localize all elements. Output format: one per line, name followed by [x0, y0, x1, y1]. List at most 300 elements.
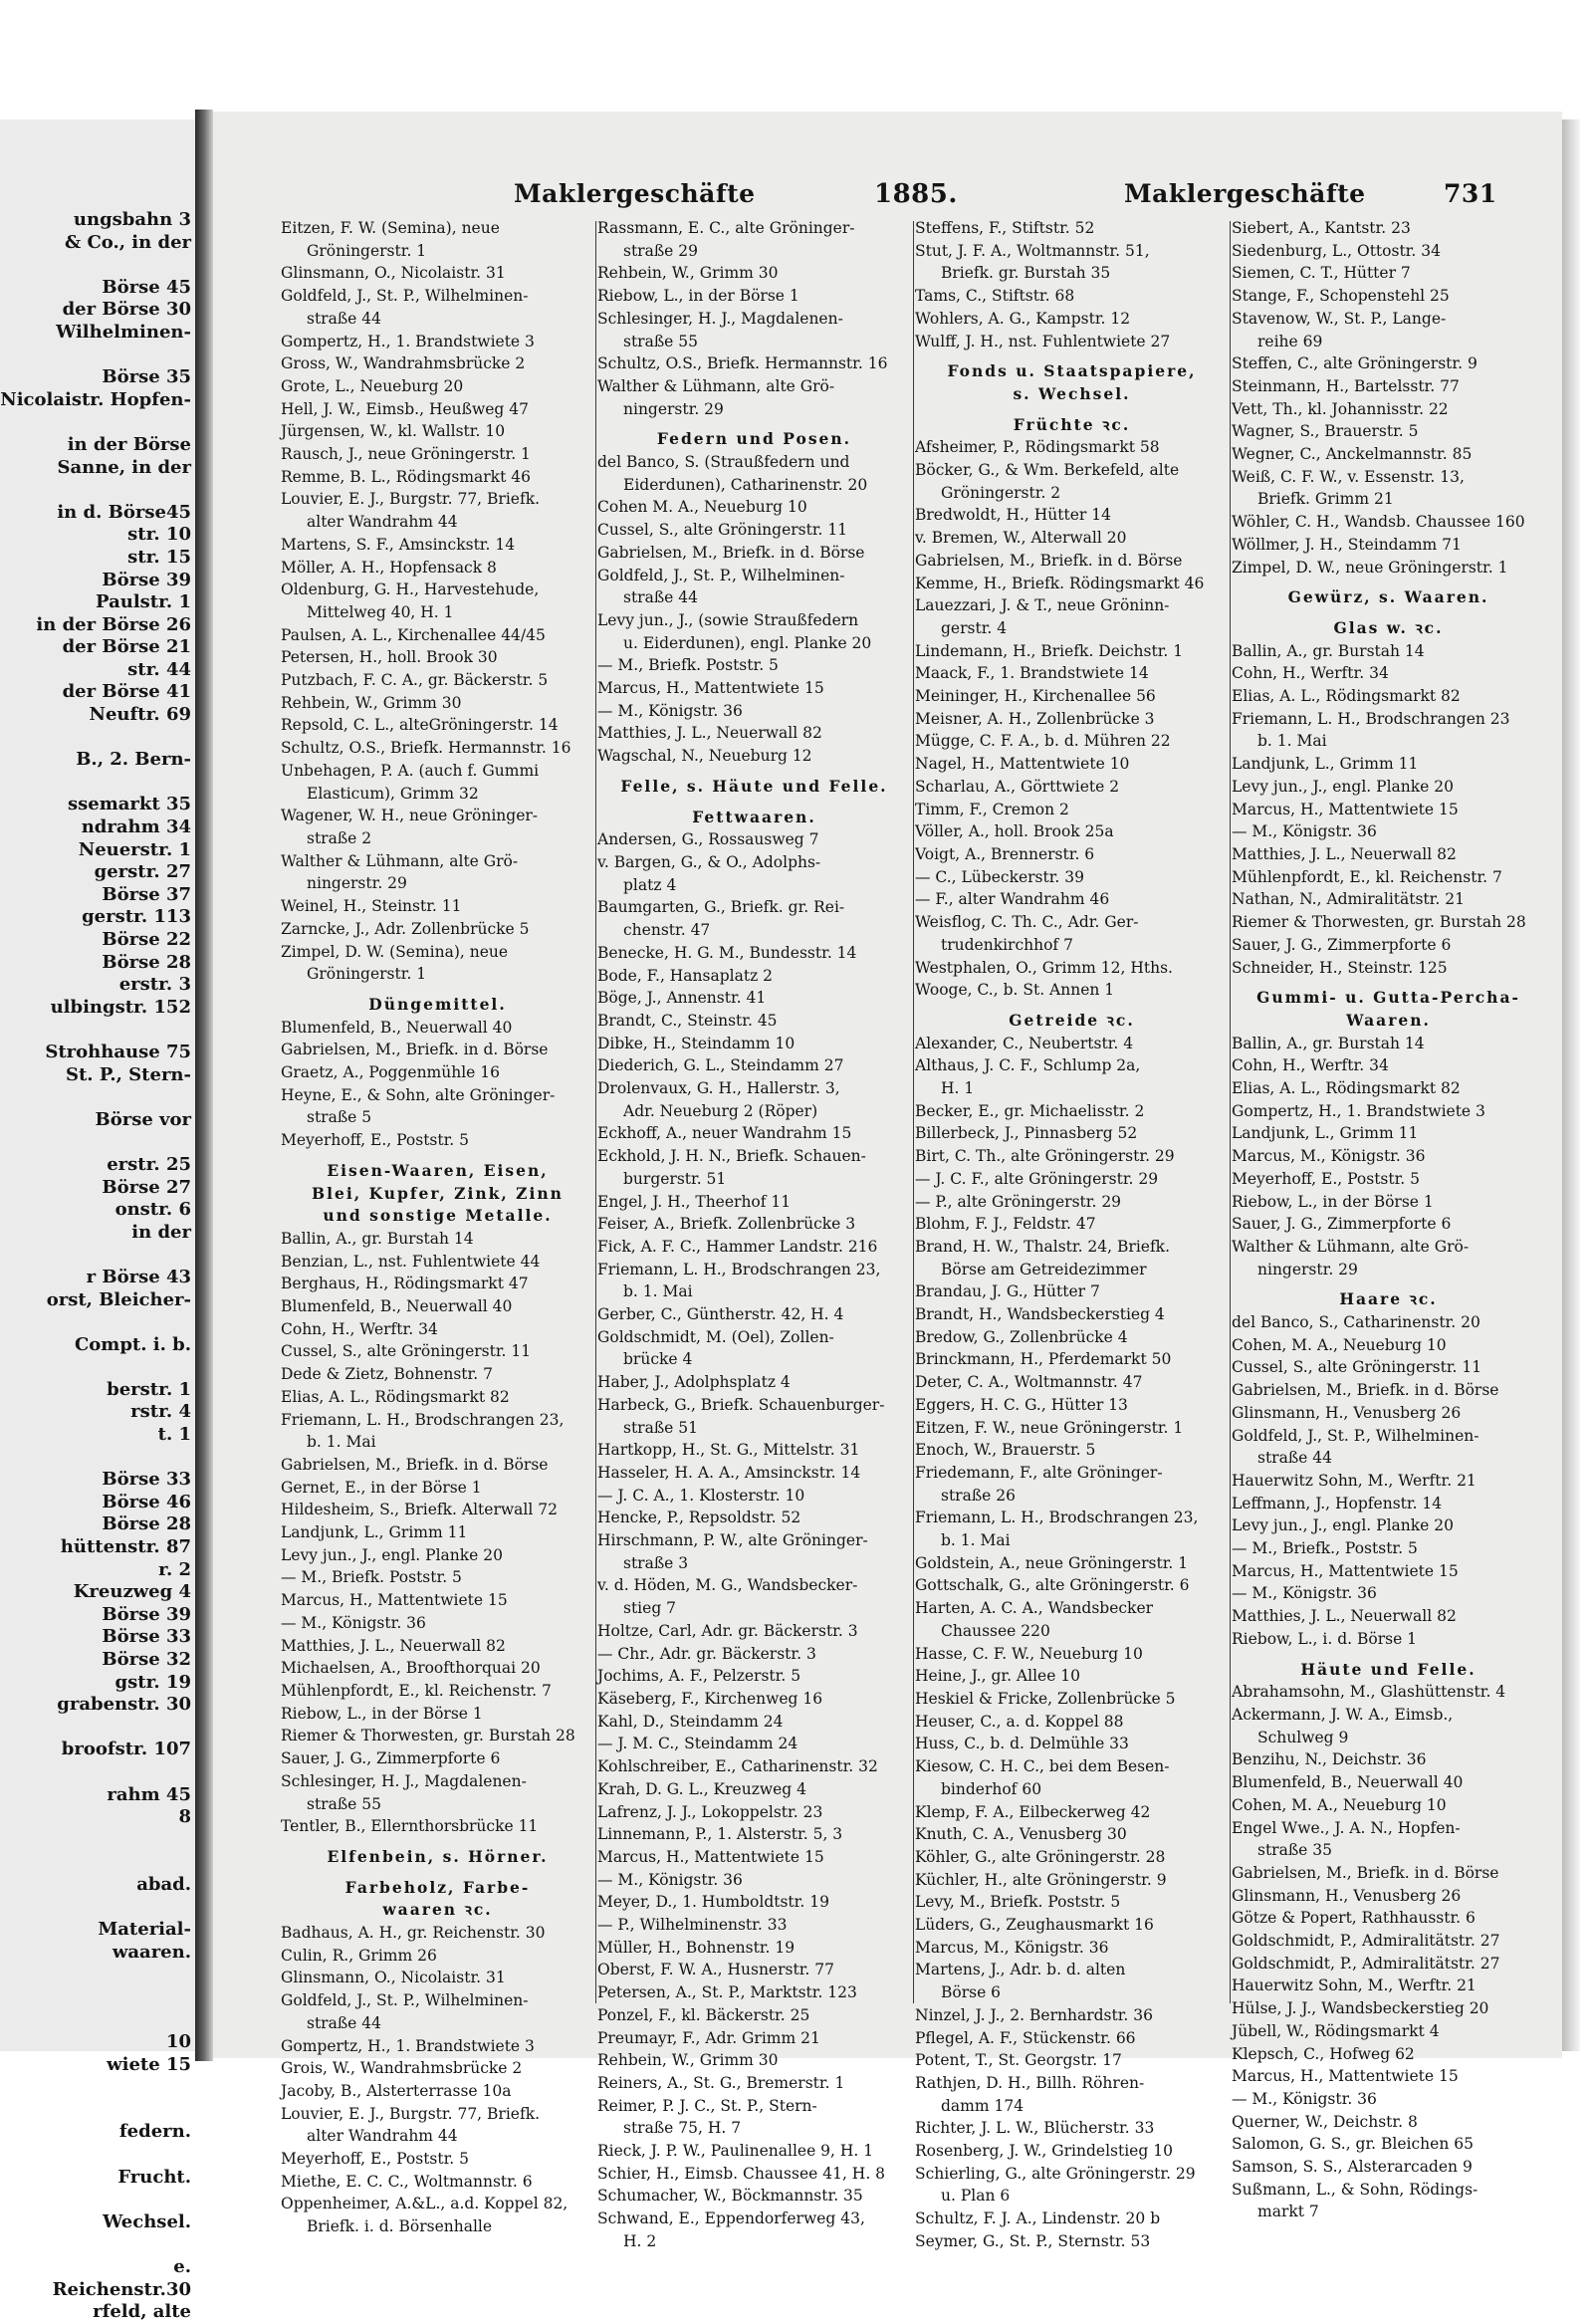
left-page-line: gerstr. 113 — [82, 906, 191, 928]
directory-entry: Mittelweg 40, H. 1 — [307, 602, 454, 621]
directory-entry: Weinel, H., Steinstr. 11 — [281, 897, 462, 916]
left-page-line: gerstr. 27 — [94, 861, 191, 883]
section-heading: Haare ꝛc. — [1339, 1289, 1438, 1309]
section-heading: Gummi- u. Gutta-Percha- — [1256, 988, 1520, 1008]
directory-entry: Levy jun., J., (sowie Straußfedern — [597, 610, 859, 629]
directory-entry: Samson, S. S., Alsterarcaden 9 — [1232, 2158, 1473, 2177]
left-page-line — [0, 254, 195, 277]
directory-entry: Gompertz, H., 1. Brandstwiete 3 — [1232, 1101, 1485, 1120]
directory-entry: Hülse, J. J., Wandsbeckerstieg 20 — [1232, 1999, 1489, 2018]
column-rule — [595, 221, 596, 2003]
directory-entry: Voigt, A., Brennerstr. 6 — [915, 844, 1095, 863]
left-page-line: hüttenstr. 87 — [60, 1536, 191, 1558]
directory-entry: Wöhler, C. H., Wandsb. Chaussee 160 — [1232, 513, 1525, 532]
left-page-line — [0, 2189, 195, 2211]
directory-entry: Michaelsen, A., Broofthorquai 20 — [281, 1659, 541, 1678]
directory-entry: Maack, F., 1. Brandstwiete 14 — [915, 664, 1149, 683]
directory-entry: Gabrielsen, M., Briefk. in d. Börse — [281, 1041, 549, 1059]
left-page-line: in d. Börse45 — [57, 501, 191, 523]
directory-entry: Steffen, C., alte Gröningerstr. 9 — [1232, 354, 1478, 373]
column-rule — [1230, 221, 1231, 2003]
spacer — [1232, 1280, 1545, 1288]
directory-entry: Martens, J., Adr. b. d. alten — [915, 1961, 1126, 1979]
directory-entry: Käseberg, F., Kirchenweg 16 — [597, 1690, 823, 1708]
left-page-line: rahm 45 — [107, 1783, 191, 1805]
directory-entry: Wagener, W. H., neue Gröninger- — [281, 807, 539, 825]
directory-entry: trudenkirchhof 7 — [941, 935, 1073, 954]
directory-entry: Briefk. gr. Burstah 35 — [941, 264, 1111, 283]
directory-entry: Landjunk, L., Grimm 11 — [1232, 755, 1419, 774]
left-page-line: e. — [173, 2256, 191, 2278]
left-page-line — [0, 1761, 195, 1784]
directory-entry: Gompertz, H., 1. Brandstwiete 3 — [281, 332, 535, 350]
directory-entry: Eckhoff, A., neuer Wandrahm 15 — [597, 1124, 852, 1143]
directory-entry: v. Bargen, G., & O., Adolphs- — [597, 852, 821, 871]
left-page-line: der Börse 41 — [62, 681, 191, 703]
left-page-line: ssemarkt 35 — [67, 794, 191, 815]
left-page-line: Börse 28 — [102, 951, 191, 973]
directory-entry: Cohen, M. A., Neueburg 10 — [1232, 1795, 1447, 1814]
directory-entry: Mügge, C. F. A., b. d. Mühren 22 — [915, 732, 1171, 751]
left-page-line: erstr. 3 — [118, 974, 191, 996]
directory-entry: straße 75, H. 7 — [623, 2119, 742, 2138]
directory-entry: Oppenheimer, A.&L., a.d. Koppel 82, — [281, 2195, 569, 2213]
directory-entry: Leffmann, J., Hopfenstr. 14 — [1232, 1494, 1443, 1512]
section-heading: Getreide ꝛc. — [1009, 1010, 1135, 1030]
directory-entry: Fick, A. F. C., Hammer Landstr. 216 — [597, 1237, 878, 1256]
directory-entry: Schlesinger, H. J., Magdalenen- — [597, 309, 843, 328]
directory-entry: Matthies, J. L., Neuerwall 82 — [281, 1636, 506, 1655]
left-page-line: str. 44 — [127, 658, 191, 680]
directory-entry: Seymer, G., St. P., Sternstr. 53 — [915, 2231, 1151, 2250]
directory-entry: Harbeck, G., Briefk. Schauenburger- — [597, 1395, 885, 1414]
directory-entry: ningerstr. 29 — [307, 874, 407, 893]
directory-entry: Eggers, H. C. G., Hütter 13 — [915, 1395, 1128, 1414]
directory-entry: Benzian, L., nst. Fuhlentwiete 44 — [281, 1252, 541, 1271]
directory-entry: Friemann, L. H., Brodschrangen 23, — [915, 1509, 1199, 1527]
directory-entry: Wagner, S., Brauerstr. 5 — [1232, 422, 1419, 441]
left-page-line — [0, 2099, 195, 2122]
directory-entry: Friemann, L. H., Brodschrangen 23, — [281, 1410, 565, 1429]
directory-entry: straße 35 — [1257, 1841, 1333, 1860]
directory-entry: Matthies, J. L., Neuerwall 82 — [597, 724, 822, 743]
directory-entry: reihe 69 — [1257, 332, 1323, 350]
left-page-line: Börse 37 — [102, 883, 191, 905]
directory-entry: Hasse, C. F. W., Neueburg 10 — [915, 1644, 1143, 1663]
directory-entry: Pflegel, A. F., Stückenstr. 66 — [915, 2028, 1136, 2047]
left-page-line: Börse 39 — [102, 569, 191, 590]
section-heading: Düngemittel. — [368, 994, 507, 1014]
spacer — [281, 986, 594, 994]
directory-entry: Schwand, E., Eppendorferweg 43, — [597, 2209, 865, 2228]
directory-entry: — M., Königstr. 36 — [1232, 1584, 1377, 1603]
directory-entry: Schumacher, W., Böckmannstr. 35 — [597, 2187, 863, 2206]
directory-entry: Hartkopp, H., St. G., Mittelstr. 31 — [597, 1441, 860, 1460]
left-page-line: broofstr. 107 — [61, 1739, 191, 1760]
directory-entry: Goldfeld, J., St. P., Wilhelminen- — [281, 1991, 529, 2010]
directory-entry: Müller, H., Bohnenstr. 19 — [597, 1938, 796, 1957]
left-page-line — [0, 1244, 195, 1267]
directory-entry: Eitzen, F. W. (Semina), neue — [281, 219, 500, 237]
directory-entry: markt 7 — [1257, 2203, 1319, 2221]
section-heading: Eisen-Waaren, Eisen, — [327, 1160, 549, 1180]
directory-entry: Mühlenpfordt, E., kl. Reichenstr. 7 — [281, 1682, 552, 1700]
directory-entry: Elias, A. L., Rödingsmarkt 82 — [1232, 687, 1461, 706]
directory-entry: Rassmann, E. C., alte Gröninger- — [597, 219, 855, 237]
directory-entry: Cohn, H., Werftr. 34 — [1232, 1056, 1389, 1075]
directory-entry: ningerstr. 29 — [623, 399, 724, 418]
column-rule — [913, 221, 914, 2003]
directory-entry: Gröningerstr. 2 — [941, 483, 1061, 502]
directory-entry: binderhof 60 — [941, 1779, 1042, 1798]
left-page-line: Börse 22 — [102, 929, 191, 950]
directory-entry: Birt, C. Th., alte Gröningerstr. 29 — [915, 1147, 1175, 1166]
left-page-line: waaren. — [112, 1941, 191, 1963]
directory-entry: Martens, S. F., Amsinckstr. 14 — [281, 535, 516, 554]
directory-entry: Börse am Getreidezimmer — [941, 1260, 1147, 1278]
directory-entry: Heyne, E., & Sohn, alte Gröninger- — [281, 1085, 556, 1104]
directory-entry: Gröningerstr. 1 — [307, 965, 427, 984]
directory-entry: straße 26 — [941, 1486, 1017, 1505]
directory-entry: Tentler, B., Ellernthorsbrücke 11 — [281, 1817, 539, 1836]
directory-entry: Lauezzari, J. & T., neue Gröninn- — [915, 596, 1170, 615]
directory-entry: straße 44 — [623, 588, 699, 607]
section-heading: Fonds u. Staatspapiere, — [947, 361, 1197, 381]
directory-entry: Alexander, C., Neubertstr. 4 — [915, 1034, 1134, 1052]
directory-entry: straße 44 — [1257, 1449, 1333, 1468]
directory-entry: Schultz, F. J. A., Lindenstr. 20 b — [915, 2209, 1161, 2228]
directory-entry: Brandt, H., Wandsbeckerstieg 4 — [915, 1305, 1165, 1324]
left-page-line: Wechsel. — [103, 2210, 191, 2232]
directory-entry: Engel Wwe., J. A. N., Hopfen- — [1232, 1818, 1461, 1837]
directory-entry: Schultz, O.S., Briefk. Hermannstr. 16 — [597, 354, 888, 373]
directory-entry: Althaus, J. C. F., Schlump 2a, — [915, 1056, 1141, 1075]
directory-entry: Götze & Popert, Rathhausstr. 6 — [1232, 1909, 1476, 1928]
directory-entry: Meyerhoff, E., Poststr. 5 — [1232, 1169, 1421, 1188]
directory-entry: Marcus, M., Königstr. 36 — [1232, 1147, 1426, 1166]
directory-entry: Mühlenpfordt, E., kl. Reichenstr. 7 — [1232, 867, 1502, 886]
left-page-line — [0, 479, 195, 502]
left-page-line: Reichenstr.30 — [52, 2278, 191, 2300]
directory-entry: Bredow, G., Zollenbrücke 4 — [915, 1327, 1128, 1346]
left-page-line — [0, 345, 195, 367]
directory-entry: Elasticum), Grimm 32 — [307, 784, 479, 803]
directory-entry: chenstr. 47 — [623, 921, 711, 940]
directory-entry: Marcus, H., Mattentwiete 15 — [1232, 800, 1459, 818]
section-heading: s. Wechsel. — [1013, 383, 1131, 403]
directory-entry: Afsheimer, P., Rödingsmarkt 58 — [915, 438, 1160, 457]
spacer — [915, 406, 1229, 414]
section-heading: Blei, Kupfer, Zink, Zinn — [312, 1183, 564, 1203]
directory-entry: Börse 6 — [941, 1983, 1002, 2002]
directory-entry: Riebow, L., in der Börse 1 — [597, 287, 799, 306]
directory-entry: Knuth, C. A., Venusberg 30 — [915, 1825, 1127, 1844]
directory-entry: Wooge, C., b. St. Annen 1 — [915, 981, 1115, 1000]
directory-entry: Brand, H. W., Thalstr. 24, Briefk. — [915, 1237, 1170, 1256]
directory-entry: Goldfeld, J., St. P., Wilhelminen- — [597, 566, 845, 584]
directory-entry: Elias, A. L., Rödingsmarkt 82 — [1232, 1079, 1461, 1098]
directory-entry: Gabrielsen, M., Briefk. in d. Börse — [281, 1455, 549, 1474]
directory-entry: Jacoby, B., Alsterterrasse 10a — [281, 2081, 512, 2100]
directory-entry: Dede & Zietz, Bohnenstr. 7 — [281, 1365, 493, 1384]
left-page-line — [0, 2009, 195, 2032]
directory-entry: Unbehagen, P. A. (auch f. Gummi — [281, 761, 540, 780]
directory-entry: Blumenfeld, B., Neuerwall 40 — [1232, 1773, 1464, 1792]
directory-entry: Landjunk, L., Grimm 11 — [281, 1523, 468, 1542]
directory-entry: Ackermann, J. W. A., Eimsb., — [1232, 1706, 1454, 1724]
left-page-line — [0, 1131, 195, 1154]
directory-entry: Linnemann, P., 1. Alsterstr. 5, 3 — [597, 1825, 843, 1844]
directory-entry: Cussel, S., alte Gröningerstr. 11 — [1232, 1358, 1482, 1377]
left-page-line: Börse 39 — [102, 1603, 191, 1625]
directory-entry: Marcus, H., Mattentwiete 15 — [1232, 1561, 1459, 1580]
left-page-line: Börse 27 — [102, 1176, 191, 1198]
directory-entry: Levy jun., J., engl. Planke 20 — [1232, 1516, 1454, 1535]
directory-entry: Meininger, H., Kirchenallee 56 — [915, 687, 1156, 706]
directory-entry: Rieck, J. P. W., Paulinenallee 9, H. 1 — [597, 2142, 874, 2161]
directory-entry: Gabrielsen, M., Briefk. in d. Börse — [915, 551, 1183, 570]
directory-entry: Schultz, O.S., Briefk. Hermannstr. 16 — [281, 739, 571, 758]
directory-entry: alter Wandrahm 44 — [307, 513, 458, 532]
directory-entry: — M., Königstr. 36 — [1232, 2089, 1377, 2108]
left-page-line — [0, 2233, 195, 2256]
directory-entry: straße 55 — [623, 332, 699, 350]
left-page-line: r. 2 — [158, 1558, 191, 1580]
directory-entry: Steffens, F., Stiftstr. 52 — [915, 219, 1095, 237]
directory-entry: Hencke, P., Repsoldstr. 52 — [597, 1509, 801, 1527]
directory-entry: v. Bremen, W., Alterwall 20 — [915, 529, 1127, 548]
directory-entry: Schlesinger, H. J., Magdalenen- — [281, 1771, 527, 1790]
spacer — [915, 352, 1229, 360]
directory-entry: Landjunk, L., Grimm 11 — [1232, 1124, 1419, 1143]
directory-entry: Lüders, G., Zeughausmarkt 16 — [915, 1916, 1154, 1935]
left-page-line: & Co., in der — [64, 231, 191, 253]
directory-entry: Siemen, C. T., Hütter 7 — [1232, 264, 1411, 283]
directory-entry: Marcus, M., Königstr. 36 — [915, 1938, 1109, 1957]
directory-entry: Eckhold, J. H. N., Briefk. Schauen- — [597, 1147, 866, 1166]
directory-entry: Goldfeld, J., St. P., Wilhelminen- — [281, 287, 529, 306]
directory-entry: Benzihu, N., Deichstr. 36 — [1232, 1750, 1427, 1769]
directory-entry: Repsold, C. L., alteGröningerstr. 14 — [281, 716, 559, 735]
section-heading: Farbeholz, Farbe- — [344, 1877, 531, 1897]
directory-entry: Hauerwitz Sohn, M., Werftr. 21 — [1232, 1471, 1477, 1490]
left-page-line: grabenstr. 30 — [57, 1694, 191, 1716]
directory-entry: Diederich, G. L., Steindamm 27 — [597, 1056, 844, 1075]
directory-entry: Friemann, L. H., Brodschrangen 23, — [597, 1260, 881, 1278]
directory-entry: Tams, C., Stiftstr. 68 — [915, 287, 1075, 306]
directory-entry: Gabrielsen, M., Briefk. in d. Börse — [1232, 1381, 1499, 1400]
directory-entry: Riemer & Thorwesten, gr. Burstah 28 — [281, 1727, 575, 1745]
directory-entry: Briefk. i. d. Börsenhalle — [307, 2217, 493, 2236]
spacer — [281, 1838, 594, 1846]
directory-entry: Walther & Lühmann, alte Grö- — [1232, 1237, 1470, 1256]
directory-entry: Reimer, P. J. C., St. P., Stern- — [597, 2096, 817, 2115]
directory-entry: — J. M. C., Steindamm 24 — [597, 1735, 798, 1753]
directory-entry: Oldenburg, G. H., Harvestehude, — [281, 581, 540, 599]
spacer — [597, 420, 911, 428]
left-page-line — [0, 1829, 195, 1852]
directory-entry: Cohen, M. A., Neueburg 10 — [1232, 1335, 1447, 1354]
left-page-line: in der Börse 26 — [36, 613, 191, 635]
directory-entry: Rausch, J., neue Gröningerstr. 1 — [281, 445, 531, 464]
directory-entry: Weisflog, C. Th. C., Adr. Ger- — [915, 913, 1139, 932]
directory-entry: Nathan, N., Admiralitätstr. 21 — [1232, 890, 1465, 909]
directory-entry: Marcus, H., Mattentwiete 15 — [597, 679, 824, 698]
directory-entry: Goldschmidt, M. (Oel), Zollen- — [597, 1327, 834, 1346]
directory-entry: Marcus, H., Mattentwiete 15 — [1232, 2067, 1459, 2086]
directory-entry: Meisner, A. H., Zollenbrücke 3 — [915, 709, 1155, 728]
left-page-line: t. 1 — [157, 1424, 191, 1446]
spacer — [1232, 979, 1545, 987]
left-page-line: Paulstr. 1 — [96, 591, 191, 613]
directory-entry: Petersen, H., holl. Brook 30 — [281, 648, 498, 667]
directory-entry: Matthies, J. L., Neuerwall 82 — [1232, 844, 1457, 863]
directory-entry: Louvier, E. J., Burgstr. 77, Briefk. — [281, 490, 541, 509]
directory-entry: Gernet, E., in der Börse 1 — [281, 1478, 482, 1497]
directory-entry: Zimpel, D. W., neue Gröningerstr. 1 — [1232, 558, 1508, 577]
directory-entry: Brinckmann, H., Pferdemarkt 50 — [915, 1350, 1172, 1369]
left-page-line: Börse 33 — [102, 1469, 191, 1491]
directory-entry: Hildesheim, S., Briefk. Alterwall 72 — [281, 1501, 558, 1519]
directory-entry: damm 174 — [941, 2096, 1024, 2115]
directory-entry: u. Plan 6 — [941, 2187, 1011, 2206]
directory-entry: Schulweg 9 — [1257, 1728, 1349, 1746]
column-1 — [281, 217, 594, 2238]
directory-entry: Kahl, D., Steindamm 24 — [597, 1712, 784, 1731]
directory-entry: straße 44 — [307, 2013, 382, 2032]
directory-entry: Becker, E., gr. Michaelisstr. 2 — [915, 1101, 1145, 1120]
directory-entry: Ballin, A., gr. Burstah 14 — [281, 1229, 474, 1248]
left-page-line — [0, 1356, 195, 1379]
left-page-line: ungsbahn 3 — [73, 209, 191, 230]
directory-entry: Böge, J., Annenstr. 41 — [597, 989, 767, 1008]
left-page-line: Nicolaistr. Hopfen- — [0, 388, 191, 410]
left-page-line: rfeld, alte — [93, 2301, 191, 2323]
directory-entry: Rehbein, W., Grimm 30 — [597, 264, 779, 283]
directory-entry: Gröningerstr. 1 — [307, 241, 427, 260]
column-3 — [915, 217, 1229, 2253]
directory-entry: Schier, H., Eimsb. Chaussee 41, H. 8 — [597, 2164, 886, 2183]
directory-entry: Wohlers, A. G., Kampstr. 12 — [915, 309, 1131, 328]
directory-entry: Glinsmann, O., Nicolaistr. 31 — [281, 264, 506, 283]
directory-entry: Völler, A., holl. Brook 25a — [915, 822, 1114, 841]
spacer — [281, 1869, 594, 1877]
directory-entry: b. 1. Mai — [1257, 732, 1327, 751]
directory-entry: Riebow, L., in der Börse 1 — [1232, 1192, 1434, 1211]
directory-entry: Meyerhoff, E., Poststr. 5 — [281, 2150, 470, 2169]
directory-entry: straße 51 — [623, 1418, 699, 1437]
left-page-line — [0, 1311, 195, 1334]
directory-entry: — P., Wilhelminenstr. 33 — [597, 1916, 788, 1935]
directory-entry: — C., Lübeckerstr. 39 — [915, 867, 1085, 886]
left-page-line — [0, 411, 195, 434]
directory-entry: platz 4 — [623, 875, 677, 894]
left-page-line: gstr. 19 — [114, 1671, 191, 1693]
directory-entry: Jürgensen, W., kl. Wallstr. 10 — [281, 422, 506, 441]
directory-entry: — F., alter Wandrahm 46 — [915, 890, 1110, 909]
left-page-line: rstr. 4 — [130, 1401, 191, 1423]
left-page-line: der Börse 30 — [62, 299, 191, 321]
left-page-line: 10 — [165, 2031, 191, 2053]
directory-entry: Jochims, A. F., Pelzerstr. 5 — [597, 1667, 801, 1686]
directory-entry: Köhler, G., alte Gröningerstr. 28 — [915, 1847, 1166, 1866]
directory-entry: stieg 7 — [623, 1599, 677, 1618]
directory-entry: Möller, A. H., Hopfensack 8 — [281, 558, 497, 577]
left-page-line: Börse 32 — [102, 1649, 191, 1670]
directory-entry: Ninzel, J. J., 2. Bernhardstr. 36 — [915, 2005, 1154, 2024]
directory-entry: Klemp, F. A., Eilbeckerweg 42 — [915, 1802, 1151, 1821]
left-page-line: onstr. 6 — [114, 1199, 191, 1221]
directory-entry: Lafrenz, J. J., Lokoppelstr. 23 — [597, 1802, 823, 1821]
left-page-line: str. 15 — [127, 546, 191, 568]
section-heading: Früchte ꝛc. — [1013, 414, 1131, 434]
header-year: 1885. — [874, 179, 958, 209]
directory-entry: — M., Königstr. 36 — [1232, 822, 1377, 841]
directory-entry: Louvier, E. J., Burgstr. 77, Briefk. — [281, 2104, 541, 2123]
left-page-line — [0, 1717, 195, 1740]
section-heading: Federn und Posen. — [656, 429, 852, 449]
directory-entry: Wöllmer, J. H., Steindamm 71 — [1232, 535, 1462, 554]
directory-entry: Goldschmidt, P., Admiralitätstr. 27 — [1232, 1954, 1500, 1973]
directory-entry: Levy, M., Briefk. Poststr. 5 — [915, 1893, 1121, 1912]
directory-entry: Glinsmann, O., Nicolaistr. 31 — [281, 1969, 506, 1987]
directory-entry: Querner, W., Deichstr. 8 — [1232, 2112, 1418, 2131]
directory-entry: Abrahamsohn, M., Glashüttenstr. 4 — [1232, 1683, 1506, 1702]
directory-entry: Sauer, J. G., Zimmerpforte 6 — [281, 1749, 501, 1768]
left-page-line: federn. — [118, 2121, 191, 2143]
left-page-fragment — [0, 119, 195, 2323]
directory-entry: Ponzel, F., kl. Bäckerstr. 25 — [597, 2005, 810, 2024]
directory-entry: straße 29 — [623, 241, 699, 260]
directory-entry: del Banco, S., Catharinenstr. 20 — [1232, 1313, 1480, 1332]
directory-entry: Westphalen, O., Grimm 12, Hths. — [915, 958, 1173, 977]
directory-entry: Meyerhoff, E., Poststr. 5 — [281, 1131, 470, 1150]
directory-entry: straße 3 — [623, 1553, 689, 1572]
directory-entry: — M., Briefk. Poststr. 5 — [281, 1568, 462, 1587]
directory-entry: Heuser, C., a. d. Koppel 88 — [915, 1712, 1124, 1731]
directory-entry: Gabrielsen, M., Briefk. in d. Börse — [597, 543, 865, 562]
directory-entry: Paulsen, A. L., Kirchenallee 44/45 — [281, 625, 546, 644]
left-page-line: Wilhelminen- — [56, 321, 191, 343]
left-page-line: Compt. i. b. — [74, 1333, 191, 1355]
directory-entry: Hauerwitz Sohn, M., Werftr. 21 — [1232, 1976, 1477, 1995]
directory-entry: Kiesow, C. H. C., bei dem Besen- — [915, 1757, 1170, 1776]
directory-entry: brücke 4 — [623, 1350, 693, 1369]
section-heading: Waaren. — [1346, 1010, 1431, 1030]
directory-entry: Vett, Th., kl. Johannisstr. 22 — [1232, 399, 1449, 418]
left-page-line — [0, 2144, 195, 2167]
directory-entry: Petersen, A., St. P., Marktstr. 123 — [597, 1983, 857, 2002]
directory-entry: Harten, A. C. A., Wandsbecker — [915, 1599, 1154, 1618]
directory-entry: Gerber, C., Güntherstr. 42, H. 4 — [597, 1305, 844, 1324]
directory-entry: straße 55 — [307, 1794, 382, 1813]
directory-entry: Blumenfeld, B., Neuerwall 40 — [281, 1018, 513, 1037]
directory-entry: Sußmann, L., & Sohn, Rödings- — [1232, 2180, 1479, 2199]
directory-entry: Remme, B. L., Rödingsmarkt 46 — [281, 467, 531, 486]
directory-entry: Glinsmann, H., Venusberg 26 — [1232, 1886, 1462, 1905]
left-page-line: Börse vor — [95, 1108, 191, 1130]
directory-entry: Goldstein, A., neue Gröningerstr. 1 — [915, 1553, 1189, 1572]
directory-entry: Hell, J. W., Eimsb., Heußweg 47 — [281, 399, 529, 418]
directory-entry: Haber, J., Adolphsplatz 4 — [597, 1373, 791, 1392]
left-page-line: str. 10 — [127, 524, 191, 546]
left-page-line: Börse 33 — [102, 1626, 191, 1648]
directory-entry: Cohn, H., Werftr. 34 — [281, 1319, 438, 1338]
left-page-line — [0, 1897, 195, 1920]
left-page-line: 8 — [178, 1806, 191, 1828]
directory-entry: Benecke, H. G. M., Bundesstr. 14 — [597, 943, 857, 962]
left-page-line: r Börse 43 — [86, 1266, 191, 1287]
